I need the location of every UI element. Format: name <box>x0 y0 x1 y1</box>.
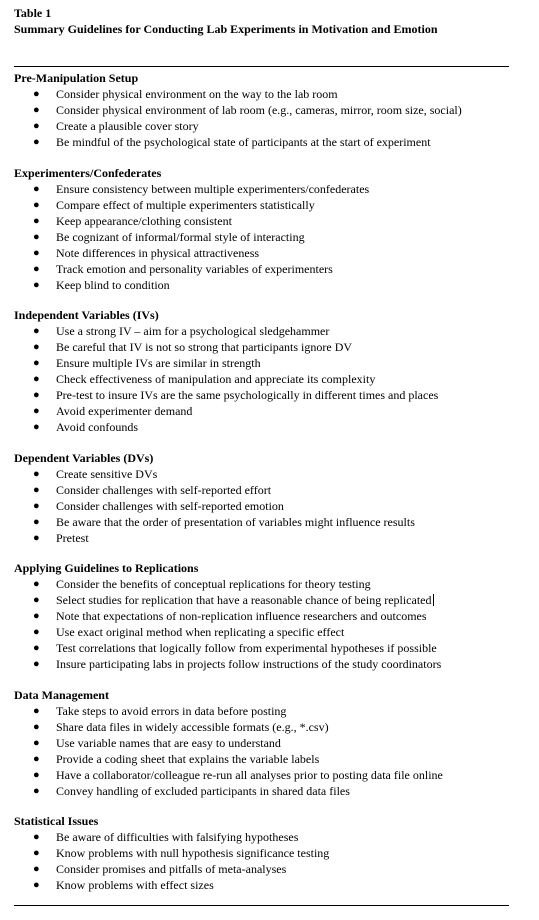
bullet-icon: ● <box>33 863 40 875</box>
list-item-text: Consider the benefits of conceptual replications for theory testing <box>56 577 371 591</box>
list-item-text: Consider promises and pitfalls of meta-analyses <box>56 862 287 876</box>
list-item <box>14 197 514 213</box>
list-item <box>14 134 514 150</box>
list-item <box>14 181 514 197</box>
bullet-icon: ● <box>33 373 40 385</box>
bullet-icon: ● <box>33 357 40 369</box>
list-item-text: Compare effect of multiple experimenters statistically <box>56 197 315 212</box>
list-item-text: Take steps to avoid errors in data before posting <box>56 703 287 718</box>
bullet-icon: ● <box>33 262 40 275</box>
list-item <box>14 387 514 403</box>
list-item <box>14 118 514 134</box>
list-item <box>14 229 514 245</box>
list-item-text: Avoid experimenter demand <box>56 404 193 418</box>
list-item <box>14 339 514 355</box>
bullet-icon: ● <box>33 515 40 528</box>
bullet-icon: ● <box>33 405 40 417</box>
bullet-icon: ● <box>33 847 40 859</box>
list-item <box>14 277 514 293</box>
section <box>14 560 514 672</box>
list-item <box>14 371 514 387</box>
section <box>14 687 514 799</box>
list-item-text: Consider challenges with self-reported effort <box>56 482 272 497</box>
bullet-icon: ● <box>33 642 40 654</box>
list-item-text: Be aware of difficulties with falsifying hypotheses <box>56 830 299 844</box>
bullet-icon: ● <box>33 531 40 544</box>
bullet-icon: ● <box>33 483 40 496</box>
list-item <box>14 829 514 845</box>
bullet-icon: ● <box>33 704 40 717</box>
section-heading: Experimenters/Confederates <box>14 165 162 180</box>
bullet-icon: ● <box>33 736 40 749</box>
list-item <box>14 719 514 735</box>
list-item <box>14 624 514 640</box>
list-item <box>14 530 514 546</box>
bullet-icon: ● <box>33 594 40 606</box>
table-title: Summary Guidelines for Conducting Lab Experiments in Motivation and Emotion <box>14 22 438 36</box>
list-item-text: Note differences in physical attractiveness <box>56 245 260 260</box>
list-item-text: Track emotion and personality variables of experimenters <box>56 261 333 276</box>
list-item <box>14 403 514 419</box>
section <box>14 307 514 435</box>
section <box>14 450 514 546</box>
list-item <box>14 703 514 719</box>
bullet-icon: ● <box>33 499 40 512</box>
list-item <box>14 102 514 118</box>
top-rule <box>14 66 509 67</box>
list-item-text: Use a strong IV – aim for a psychological sledgehammer <box>56 324 330 338</box>
bullet-icon: ● <box>33 389 40 401</box>
section-heading: Pre-Manipulation Setup <box>14 71 139 85</box>
section <box>14 813 514 893</box>
bullet-icon: ● <box>33 341 40 353</box>
list-item-text: Ensure consistency between multiple experimenters/confederates <box>56 181 370 196</box>
list-item <box>14 213 514 229</box>
bullet-icon: ● <box>33 720 40 733</box>
list-item <box>14 783 514 799</box>
list-item <box>14 86 514 102</box>
list-item-text: Insure participating labs in projects follow instructions of the study coordinators <box>56 657 442 671</box>
list-item-text: Ensure multiple IVs are similar in strength <box>56 356 261 370</box>
section-heading: Statistical Issues <box>14 814 99 828</box>
bullet-icon: ● <box>33 831 40 843</box>
list-item-text: Pre-test to insure IVs are the same psychologically in different times and places <box>56 388 439 402</box>
list-item-text: Pretest <box>56 530 89 545</box>
bullet-list <box>14 829 514 893</box>
list-item <box>14 261 514 277</box>
section <box>14 165 514 293</box>
list-item <box>14 419 514 435</box>
list-item <box>14 751 514 767</box>
list-item <box>14 355 514 371</box>
list-item-text: Create sensitive DVs <box>56 466 158 481</box>
list-item-text: Know problems with null hypothesis significance testing <box>56 846 330 860</box>
bullet-icon: ● <box>33 578 40 590</box>
list-item-text: Consider challenges with self-reported emotion <box>56 498 284 513</box>
list-item-text: Keep blind to condition <box>56 277 170 292</box>
list-item-text: Use variable names that are easy to understand <box>56 735 281 750</box>
list-item-text: Know problems with effect sizes <box>56 878 214 892</box>
list-item <box>14 514 514 530</box>
bullet-list <box>14 86 514 150</box>
bullet-icon: ● <box>33 768 40 781</box>
bullet-list <box>14 323 514 435</box>
bottom-rule <box>14 905 509 906</box>
section-heading: Applying Guidelines to Replications <box>14 561 199 575</box>
bullet-list <box>14 466 514 546</box>
list-item-text: Create a plausible cover story <box>56 119 199 133</box>
bullet-list <box>14 703 514 799</box>
list-item <box>14 592 514 608</box>
section-heading: Dependent Variables (DVs) <box>14 450 154 465</box>
list-item <box>14 466 514 482</box>
text-cursor-icon <box>433 594 434 606</box>
bullet-icon: ● <box>33 120 40 132</box>
bullet-icon: ● <box>33 467 40 480</box>
bullet-icon: ● <box>33 182 40 195</box>
bullet-list <box>14 576 514 672</box>
list-item-text: Share data files in widely accessible formats (e.g., *.csv) <box>56 719 329 734</box>
list-item <box>14 861 514 877</box>
sections-container <box>14 70 514 908</box>
bullet-icon: ● <box>33 421 40 433</box>
list-item-text: Have a collaborator/colleague re-run all analyses prior to posting data file online <box>56 767 443 782</box>
bullet-icon: ● <box>33 658 40 670</box>
list-item <box>14 877 514 893</box>
bullet-icon: ● <box>33 626 40 638</box>
bullet-icon: ● <box>33 88 40 100</box>
bullet-icon: ● <box>33 784 40 797</box>
list-item-text: Consider physical environment on the way to the lab room <box>56 87 338 101</box>
list-item-text: Note that expectations of non-replication influence researchers and outcomes <box>56 609 427 623</box>
list-item-text: Keep appearance/clothing consistent <box>56 213 232 228</box>
list-item <box>14 767 514 783</box>
list-item-text: Use exact original method when replicating a specific effect <box>56 625 345 639</box>
list-item-text: Check effectiveness of manipulation and appreciate its complexity <box>56 372 376 386</box>
section-heading: Data Management <box>14 687 109 702</box>
table-label: Table 1 <box>14 6 52 20</box>
list-item <box>14 576 514 592</box>
list-item <box>14 498 514 514</box>
list-item-text: Consider physical environment of lab room (e.g., cameras, mirror, room size, social) <box>56 103 462 117</box>
list-item-text: Provide a coding sheet that explains the variable labels <box>56 751 320 766</box>
section <box>14 70 514 150</box>
list-item <box>14 735 514 751</box>
list-item-text: Avoid confounds <box>56 420 139 434</box>
list-item-text: Be aware that the order of presentation of variables might influence results <box>56 514 415 529</box>
bullet-icon: ● <box>33 325 40 337</box>
list-item-text: Be careful that IV is not so strong that participants ignore DV <box>56 340 353 354</box>
bullet-icon: ● <box>33 198 40 211</box>
bullet-icon: ● <box>33 752 40 765</box>
bullet-icon: ● <box>33 610 40 622</box>
list-item <box>14 482 514 498</box>
list-item-text: Select studies for replication that have a reasonable chance of being replicated <box>56 593 432 607</box>
list-item <box>14 245 514 261</box>
bullet-icon: ● <box>33 278 40 291</box>
bullet-icon: ● <box>33 104 40 116</box>
list-item-text: Test correlations that logically follow from experimental hypotheses if possible <box>56 641 437 655</box>
bullet-icon: ● <box>33 214 40 227</box>
list-item-text: Be cognizant of informal/formal style of interacting <box>56 229 305 244</box>
bullet-icon: ● <box>33 879 40 891</box>
list-item <box>14 608 514 624</box>
bullet-list <box>14 181 514 293</box>
list-item <box>14 845 514 861</box>
bullet-icon: ● <box>33 246 40 259</box>
list-item-text: Be mindful of the psychological state of participants at the start of experiment <box>56 135 431 149</box>
list-item <box>14 656 514 672</box>
section-heading: Independent Variables (IVs) <box>14 308 159 322</box>
bullet-icon: ● <box>33 230 40 243</box>
list-item <box>14 323 514 339</box>
list-item-text: Convey handling of excluded participants in shared data files <box>56 783 350 798</box>
list-item <box>14 640 514 656</box>
bullet-icon: ● <box>33 136 40 148</box>
